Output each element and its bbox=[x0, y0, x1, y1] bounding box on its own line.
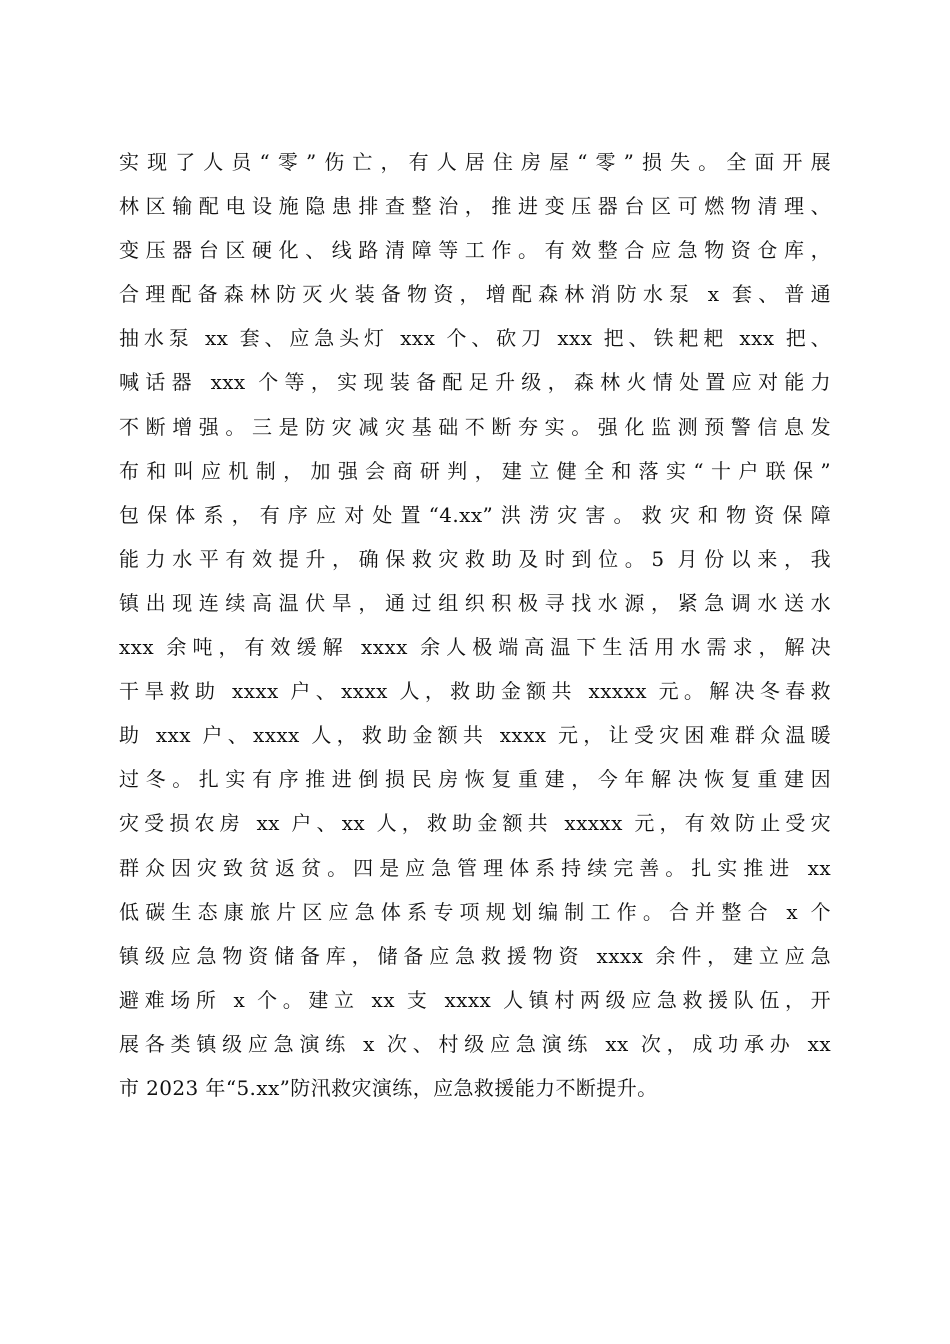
text-line: 变压器台区硬化、线路清障等工作。有效整合应急物资仓库， bbox=[119, 238, 831, 263]
text-line: 灾受损农房 xx 户、xx 人，救助金额共 xxxxx 元，有效防止受灾 bbox=[119, 811, 831, 836]
text-line: 干旱救助 xxxx 户、xxxx 人，救助金额共 xxxxx 元。解决冬春救 bbox=[119, 679, 831, 704]
text-line: 包保体系，有序应对处置“4.xx”洪涝灾害。救灾和物资保障 bbox=[119, 502, 831, 527]
text-line: 过冬。扎实有序推进倒损民房恢复重建，今年解决恢复重建因 bbox=[119, 767, 831, 792]
text-line: 林区输配电设施隐患排查整治，推进变压器台区可燃物清理、 bbox=[119, 194, 831, 219]
text-line: 镇出现连续高温伏旱，通过组织积极寻找水源，紧急调水送水 bbox=[119, 590, 831, 615]
text-line: 镇级应急物资储备库，储备应急救援物资 xxxx 余件，建立应急 bbox=[119, 943, 831, 968]
text-line: 低碳生态康旅片区应急体系专项规划编制工作。合并整合 x 个 bbox=[119, 899, 831, 924]
body-paragraph bbox=[119, 140, 831, 1110]
text-line: 能力水平有效提升，确保救灾救助及时到位。5 月份以来，我 bbox=[119, 546, 831, 571]
text-line: 实现了人员“零”伤亡，有人居住房屋“零”损失。全面开展 bbox=[119, 150, 831, 174]
text-line: 展各类镇级应急演练 x 次、村级应急演练 xx 次，成功承办 xx bbox=[119, 1031, 831, 1056]
text-line: 不断增强。三是防灾减灾基础不断夯实。强化监测预警信息发 bbox=[119, 414, 831, 439]
text-line: xxx 余吨，有效缓解 xxxx 余人极端高温下生活用水需求，解决 bbox=[119, 635, 831, 660]
text-line: 助 xxx 户、xxxx 人，救助金额共 xxxx 元，让受灾困难群众温暖 bbox=[119, 723, 831, 748]
text-line: 布和叫应机制，加强会商研判，建立健全和落实“十户联保” bbox=[119, 458, 831, 483]
text-line: 群众因灾致贫返贫。四是应急管理体系持续完善。扎实推进 xx bbox=[119, 855, 831, 880]
text-line: 合理配备森林防灭火装备物资，增配森林消防水泵 x 套、普通 bbox=[119, 282, 831, 307]
text-line: 抽水泵 xx 套、应急头灯 xxx 个、砍刀 xxx 把、铁耙耙 xxx 把、 bbox=[119, 326, 831, 351]
text-line-last: 市 2023 年“5.xx”防汛救灾演练，应急救援能力不断提升。 bbox=[119, 1075, 658, 1100]
text-line: 喊话器 xxx 个等，实现装备配足升级，森林火情处置应对能力 bbox=[119, 370, 831, 395]
text-line: 避难场所 x 个。建立 xx 支 xxxx 人镇村两级应急救援队伍，开 bbox=[119, 987, 831, 1012]
